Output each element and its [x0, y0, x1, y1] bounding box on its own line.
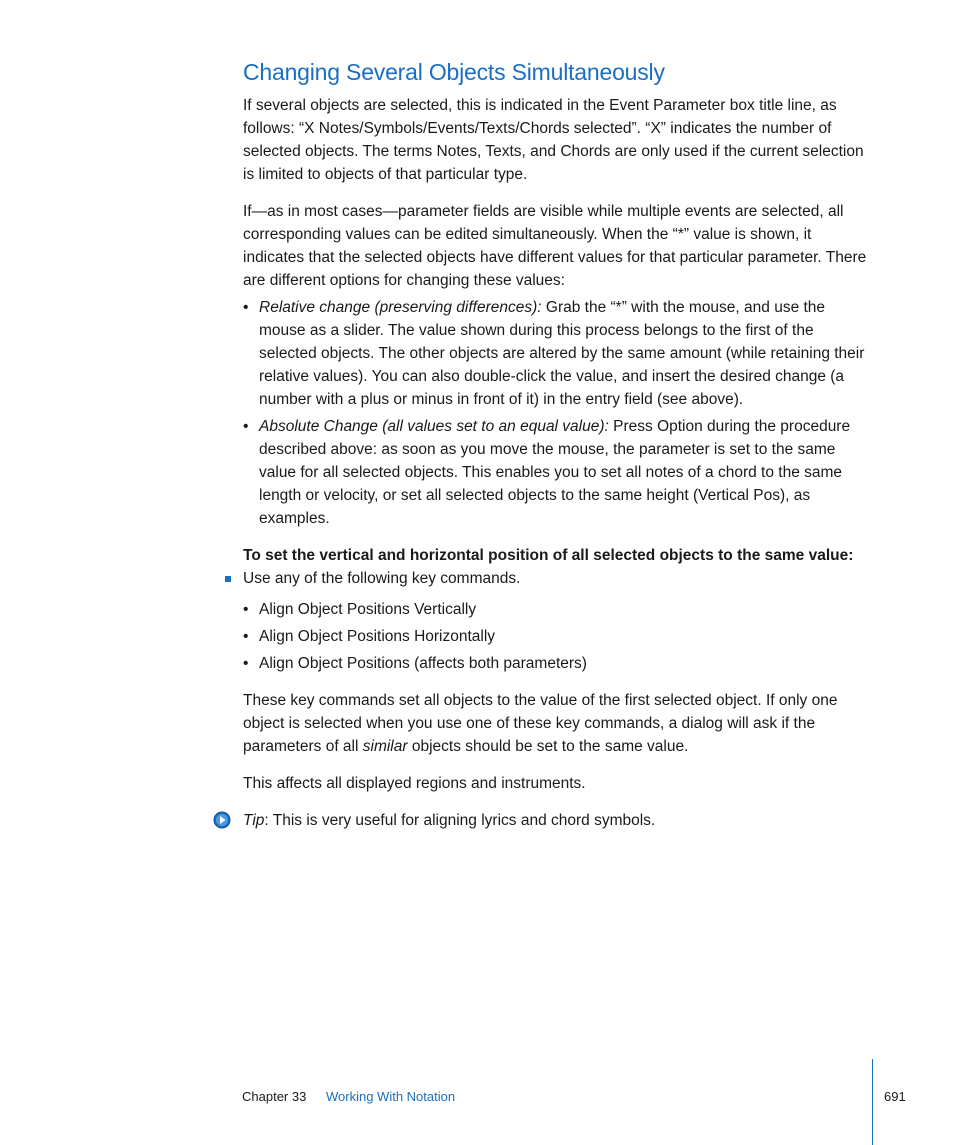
emphasis-similar: similar	[362, 738, 408, 755]
task-heading: To set the vertical and horizontal position of all selected objects to the same value:	[243, 547, 854, 564]
explanation-text: These key commands set all objects to the value of the first selected object. If only one object is selected when you use one of these key commands, a dialog will ask if the parameters of all	[243, 692, 838, 755]
footer-chapter-title: Working With Notation	[326, 1089, 456, 1104]
bullet-marker: •	[243, 628, 249, 645]
page-footer	[0, 1087, 954, 1117]
option-term: Relative change (preserving differences):	[259, 299, 542, 316]
key-commands-explanation	[243, 689, 873, 758]
tip-label: Tip	[243, 812, 265, 829]
option-text: Press Option during the procedure described above: as soon as you move the mouse, the parameter is set to the same value for all selected objects. This enables you to set all notes of a chord to the same length or velocity, or set all selected objects to the same height (Vertical Pos), as examples.	[259, 418, 851, 527]
footer-divider	[872, 1059, 873, 1145]
scope-note: This affects all displayed regions and instruments.	[243, 775, 586, 792]
task-step	[243, 567, 873, 590]
tip-arrow-circle-icon	[213, 811, 231, 829]
list-item	[243, 296, 873, 411]
option-text: Grab the “*” with the mouse, and use the mouse as a slider. The value shown during this process belongs to the first of the selected objects. The other objects are altered by the same amount (while retaining their relative values). You can also double-click the value, and insert the desired change (a number with a plus or minus in front of it) in the entry field (see above).	[259, 299, 865, 408]
page-content	[243, 56, 873, 832]
key-command-label: Align Object Positions Vertically	[259, 601, 477, 618]
options-intro-paragraph: If—as in most cases—parameter fields are visible while multiple events are selected, all corresponding values can be edited simultaneously. When the “*” value is shown, it indicates that the selected objects have different values for that particular parameter. There are different options for changing these values:	[243, 203, 867, 289]
key-command-label: Align Object Positions Horizontally	[259, 628, 496, 645]
bullet-marker: •	[243, 655, 249, 672]
step-text: Use any of the following key commands.	[243, 570, 521, 587]
page-number: 691	[884, 1089, 906, 1104]
list-item	[243, 625, 873, 648]
key-commands-list	[243, 598, 873, 675]
section-heading: Changing Several Objects Simultaneously	[243, 59, 665, 85]
options-list	[243, 296, 873, 530]
list-item	[243, 415, 873, 530]
intro-paragraph: If several objects are selected, this is indicated in the Event Parameter box title line, as follows: “X Notes/Symbols/Events/Texts/Chords selected”. “X” indicates the number of selected objects. The terms Notes, Texts, and Chords are only used if the current selection is limited to objects of that particular type.	[243, 97, 864, 183]
bullet-marker: •	[243, 601, 249, 618]
bullet-marker: •	[243, 418, 249, 435]
key-command-label: Align Object Positions (affects both parameters)	[259, 655, 587, 672]
explanation-text-end: objects should be set to the same value.	[407, 738, 689, 755]
list-item	[243, 652, 873, 675]
list-item	[243, 598, 873, 621]
tip-note	[243, 809, 873, 832]
option-term: Absolute Change (all values set to an equal value):	[259, 418, 609, 435]
tip-text: : This is very useful for aligning lyrics and chord symbols.	[264, 812, 656, 829]
blue-square-bullet-icon	[225, 576, 231, 582]
footer-chapter: Chapter 33	[242, 1089, 307, 1104]
bullet-marker: •	[243, 299, 249, 316]
